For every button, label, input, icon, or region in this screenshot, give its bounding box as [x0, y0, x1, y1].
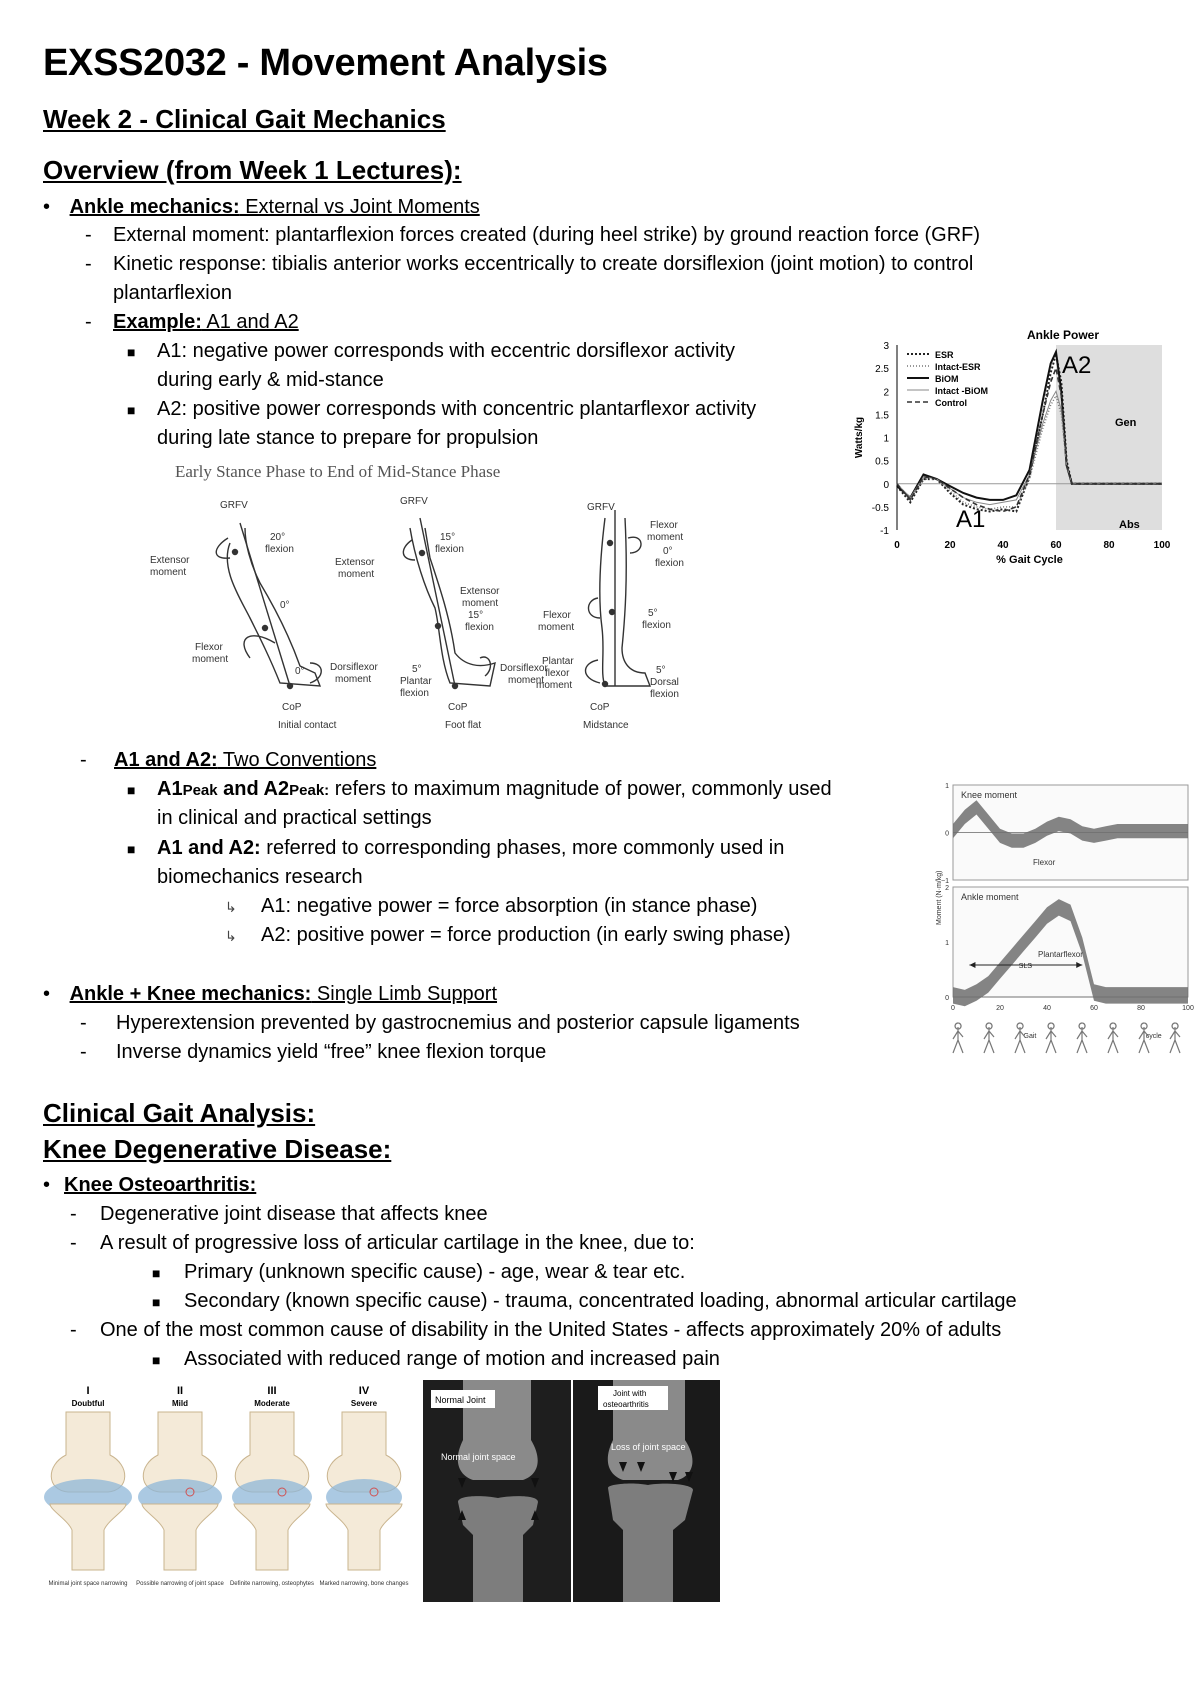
walking-figure: [1046, 1023, 1056, 1053]
x-label-cycle: cycle: [1145, 1033, 1162, 1040]
chart-title: Ankle Power: [1027, 328, 1100, 342]
y-tick-label: 2.5: [875, 364, 889, 376]
svg-text:5°: 5°: [648, 608, 658, 619]
ankle-mechanics-item: [43, 193, 480, 222]
svg-text:Flexor: Flexor: [543, 610, 571, 621]
stage-name: Doubtful: [71, 1399, 105, 1408]
xray-oa-space-label: Loss of joint space: [611, 1442, 686, 1452]
legend-label: Intact -BiOM: [935, 386, 988, 396]
x-tick-label: 0: [894, 540, 900, 551]
svg-text:20°: 20°: [270, 532, 286, 543]
svg-text:Flexor: Flexor: [650, 520, 678, 531]
svg-text:CoP: CoP: [448, 702, 468, 713]
ankle-mechanics-label: Ankle mechanics:: [69, 196, 240, 218]
svg-text:CoP: CoP: [590, 702, 610, 713]
stage-numeral: I: [86, 1385, 90, 1397]
a1peak-item: ■ A1Peak and A2Peak: refers to maximum magnitude of power, commonly used: [127, 778, 832, 800]
oa-secondary: ■ Secondary (known specific cause) - trauma, concentrated loading, abnormal articular cartilage: [152, 1290, 1017, 1312]
y-tick-label: 3: [883, 341, 889, 352]
x-label-gait: Gait: [1023, 1033, 1037, 1040]
sls-label: SLS: [1018, 963, 1033, 970]
y-tick-label: 1: [883, 433, 889, 445]
conv-sub-1: ↳ A1: negative power = force absorption (in stance phase): [225, 895, 758, 917]
xray-normal-space-label: Normal joint space: [441, 1452, 516, 1462]
y-tick-label: 0: [945, 995, 949, 1002]
stance-figure-title: Early Stance Phase to End of Mid-Stance Phase: [175, 462, 501, 481]
page-title: EXSS2032 - Movement Analysis: [43, 42, 608, 84]
clinical-heading: Clinical Gait Analysis:: [43, 1098, 316, 1128]
oa-subitem-2: - A result of progressive loss of articular cartilage in the knee, due to:: [70, 1232, 695, 1254]
stage-caption: Minimal joint space narrowing: [48, 1581, 128, 1587]
stage-caption: Possible narrowing of joint space: [136, 1581, 224, 1587]
legend-label: Control: [935, 398, 967, 408]
legend-label: Intact-ESR: [935, 362, 981, 372]
svg-text:15°: 15°: [468, 610, 484, 621]
stage-caption: Marked narrowing, bone changes: [319, 1581, 409, 1587]
stage-numeral: II: [176, 1385, 184, 1397]
y-axis-label: Watts/kg: [854, 416, 865, 459]
tibia-shape: [142, 1504, 218, 1570]
svg-text:GRFV: GRFV: [400, 496, 428, 507]
svg-text:Extensor: Extensor: [335, 557, 375, 568]
svg-text:flexion: flexion: [650, 689, 679, 700]
a1-item-cont: during early & mid-stance: [157, 369, 384, 391]
tibia-shape: [326, 1504, 402, 1570]
ankle-knee-subitem-2: - Inverse dynamics yield “free” knee flexion torque: [80, 1041, 547, 1063]
a2-item-cont: during late stance to prepare for propulsion: [157, 427, 539, 449]
svg-text:moment: moment: [647, 532, 684, 543]
a2-item: ■ A2: positive power corresponds with concentric plantarflexor activity: [127, 398, 757, 420]
bullet: •: [43, 196, 51, 218]
conv-sub-2: ↳ A2: positive power = force production (in early swing phase): [225, 924, 791, 946]
y-tick-label: 2: [883, 387, 889, 399]
gen-label: Gen: [1115, 417, 1137, 429]
stage-name: Severe: [350, 1399, 378, 1408]
svg-text:osteoarthritis: osteoarthritis: [603, 1400, 649, 1409]
caption-initial-contact: Initial contact: [278, 720, 337, 731]
x-tick-label: 40: [997, 540, 1009, 551]
stance-figure: [150, 488, 710, 738]
ankle-knee-subitem-1: - Hyperextension prevented by gastrocnemius and posterior capsule ligaments: [80, 1012, 800, 1034]
y-tick-label: -0.5: [871, 502, 889, 514]
y-tick-label: 2: [945, 885, 949, 892]
ankle-mechanics-rest: External vs Joint Moments: [239, 196, 480, 218]
moment-panel-label: Flexor: [1033, 858, 1056, 867]
legend-label: ESR: [935, 350, 954, 360]
svg-text:Extensor: Extensor: [460, 586, 500, 597]
stage-name: Moderate: [254, 1399, 290, 1408]
x-axis-label: % Gait Cycle: [996, 554, 1063, 566]
svg-text:15°: 15°: [440, 532, 456, 543]
svg-text:flexion: flexion: [642, 620, 671, 631]
svg-text:CoP: CoP: [282, 702, 302, 713]
oa-subitem-3: - One of the most common cause of disability in the United States - affects approximately 20% of adults: [70, 1319, 1002, 1341]
stage-numeral: III: [267, 1385, 277, 1397]
y-tick-label: 0.5: [875, 456, 889, 468]
x-tick-label: 40: [1043, 1005, 1051, 1012]
x-tick-label: 20: [996, 1005, 1004, 1012]
tibia-shape: [50, 1504, 126, 1570]
y-tick-label: -1: [880, 526, 889, 537]
svg-text:moment: moment: [150, 567, 187, 578]
y-tick-label: 1: [945, 940, 949, 947]
x-tick-label: 20: [944, 540, 956, 551]
svg-text:moment: moment: [538, 622, 575, 633]
a1a2-phase-item: ■ A1 and A2: referred to corresponding phases, more commonly used in: [127, 837, 785, 859]
svg-text:moment: moment: [462, 598, 499, 609]
moment-panel-title: Knee moment: [961, 790, 1018, 800]
knee-disease-heading: Knee Degenerative Disease:: [43, 1134, 392, 1164]
stage-numeral: IV: [358, 1385, 370, 1397]
ankle-power-chart: [850, 325, 1170, 575]
y-tick-label: 0: [945, 830, 949, 838]
moment-panel-title: Ankle moment: [961, 892, 1019, 902]
svg-text:flexion: flexion: [465, 622, 494, 633]
ankle-subitem-2-cont: plantarflexion: [113, 282, 232, 304]
svg-text:0°: 0°: [663, 546, 673, 557]
svg-text:flexion: flexion: [265, 544, 294, 555]
svg-text:moment: moment: [335, 674, 372, 685]
oa-subitem-1: - Degenerative joint disease that affects knee: [70, 1203, 488, 1225]
a1peak-item-cont: in clinical and practical settings: [157, 807, 432, 829]
week-heading: Week 2 - Clinical Gait Mechanics: [43, 104, 446, 134]
walking-figure: [1108, 1023, 1118, 1053]
walking-figure: [1077, 1023, 1087, 1053]
knee-oa-stages-illustration: [43, 1380, 423, 1600]
oa-primary: ■ Primary (unknown specific cause) - age, wear & tear etc.: [152, 1261, 686, 1283]
oa-associated: ■ Associated with reduced range of motion and increased pain: [152, 1348, 720, 1370]
moment-y-label: Moment (N·m/kg): [936, 870, 943, 925]
x-tick-label: 0: [951, 1005, 955, 1012]
xray-normal-label: Normal Joint: [435, 1395, 486, 1405]
ankle-knee-item: • Ankle + Knee mechanics: Single Limb Support: [43, 983, 498, 1005]
a2-annotation: A2: [1062, 352, 1092, 379]
y-tick-label: −1: [941, 878, 949, 885]
svg-text:5°: 5°: [412, 664, 422, 675]
overview-heading: Overview (from Week 1 Lectures):: [43, 155, 462, 185]
moment-panel-label: Plantarflexor: [1038, 950, 1083, 959]
svg-text:Joint with: Joint with: [613, 1389, 647, 1398]
walking-figure: [984, 1023, 994, 1053]
svg-text:0°: 0°: [295, 666, 305, 677]
svg-text:moment: moment: [192, 654, 229, 665]
knee-xray-comparison: [423, 1380, 720, 1602]
svg-text:5°: 5°: [656, 665, 666, 676]
svg-text:Plantar: Plantar: [400, 676, 432, 687]
svg-text:flexion: flexion: [435, 544, 464, 555]
x-tick-label: 60: [1050, 540, 1062, 551]
svg-text:moment: moment: [508, 675, 545, 686]
stage-caption: Definite narrowing, osteophytes: [229, 1581, 315, 1587]
x-tick-label: 100: [1182, 1005, 1194, 1012]
svg-text:Plantar: Plantar: [542, 656, 574, 667]
a1-annotation: A1: [956, 506, 986, 533]
abs-label: Abs: [1119, 519, 1140, 531]
x-tick-label: 100: [1153, 540, 1170, 551]
svg-text:0°: 0°: [280, 600, 290, 611]
stage-name: Mild: [172, 1399, 188, 1408]
y-tick-label: 0: [883, 479, 889, 491]
y-tick-label: 1.5: [875, 410, 889, 422]
knee-ankle-moment-figure: [935, 775, 1195, 1090]
svg-text:Extensor: Extensor: [150, 555, 190, 566]
svg-text:flexor: flexor: [545, 668, 570, 679]
x-tick-label: 80: [1137, 1005, 1145, 1012]
x-tick-label: 80: [1103, 540, 1115, 551]
svg-text:GRFV: GRFV: [587, 502, 615, 513]
a1a2-phase-item-cont: biomechanics research: [157, 866, 363, 888]
conventions-item: - A1 and A2: Two Conventions: [80, 749, 377, 771]
svg-text:Dorsiflexor: Dorsiflexor: [330, 662, 378, 673]
a1-item: ■ A1: negative power corresponds with eccentric dorsiflexor activity: [127, 340, 736, 362]
svg-text:Dorsal: Dorsal: [650, 677, 679, 688]
caption-midstance: Midstance: [583, 720, 629, 731]
walking-figure: [1170, 1023, 1180, 1053]
ankle-subitem-2: - Kinetic response: tibialis anterior works eccentrically to create dorsiflexion (joint motion) to control: [85, 253, 974, 275]
ankle-subitem-1: - External moment: plantarflexion forces created (during heel strike) by ground reaction force (GRF): [85, 224, 981, 246]
svg-text:moment: moment: [536, 680, 573, 691]
svg-text:Flexor: Flexor: [195, 642, 223, 653]
tibia-shape: [234, 1504, 310, 1570]
oa-item: • Knee Osteoarthritis:: [43, 1174, 257, 1196]
caption-foot-flat: Foot flat: [445, 720, 482, 731]
svg-text:flexion: flexion: [655, 558, 684, 569]
y-tick-label: 1: [945, 783, 949, 790]
legend-label: BiOM: [935, 374, 959, 384]
example-item: - Example: A1 and A2: [85, 311, 299, 333]
svg-text:Dorsiflexor: Dorsiflexor: [500, 663, 548, 674]
grfv-label: GRFV: [220, 500, 248, 511]
walking-figure: [953, 1023, 963, 1053]
svg-text:moment: moment: [338, 569, 375, 580]
svg-text:flexion: flexion: [400, 688, 429, 699]
x-tick-label: 60: [1090, 1005, 1098, 1012]
